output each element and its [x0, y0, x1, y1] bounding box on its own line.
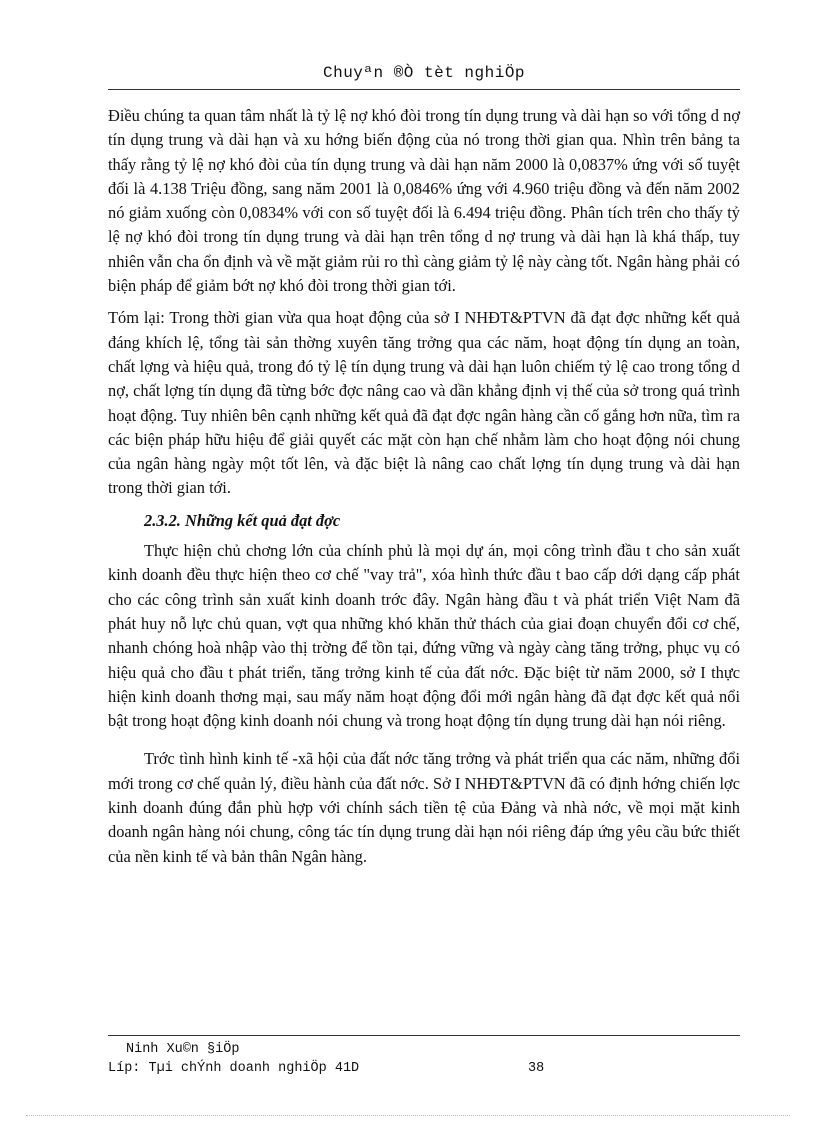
- section-heading: 2.3.2. Những kết quả đạt đợc: [144, 510, 341, 530]
- paragraph-orientation: Trớc tình hình kinh tế -xã hội của đất nớc tăng trởng và phát triển qua các năm, những đổi mới trong cơ chế quản lý, điều hành của đất nớc. Sở I NHĐT&PTVN đã có định hớng chiến lợc kinh doanh đúng đắn phù hợp với chính sách tiền tệ của Đảng và nhà nớc, về mọi mặt kinh doanh ngân hàng nói chung, công tác tín dụng trung dài hạn nói riêng đáp ứng yêu cầu bức thiết của nền kinh tế và bản thân Ngân hàng.: [108, 749, 740, 866]
- document-body: [108, 104, 740, 869]
- paragraph-summary: Tóm lại: Trong thời gian vừa qua hoạt động của sở I NHĐT&PTVN đã đạt đợc những kết quả đáng khích lệ, tổng tài sản thờng xuyên tăng trởng qua các năm, hoạt động tín dụng an toàn, chất lợng và hiệu quả, trong đó tỷ lệ tín dụng trung và dài hạn luôn chiếm tỷ lệ cao trong tổng d nợ, chất lợng tín dụng đã từng bớc đợc nâng cao và dần khẳng định vị thế của sở trong quá trình hoạt động. Tuy nhiên bên cạnh những kết quả đã đạt đợc ngân hàng cần cố gắng hơn nữa, tìm ra các biện pháp hữu hiệu để giải quyết các mặt còn hạn chế nhằm làm cho hoạt động nói chung của ngân hàng ngày một tốt lên, và đặc biệt là nâng cao chất lợng tín dụng trung và dài hạn trong thời gian tới.: [108, 308, 740, 498]
- page-header-title: Chuyªn ®Ò tèt nghiÖp: [322, 64, 526, 82]
- page-footer: [108, 1040, 740, 1078]
- header-divider: [108, 89, 740, 90]
- footer-divider: [108, 1035, 740, 1036]
- page-number: 38: [528, 1061, 545, 1076]
- paragraph-achievements: Thực hiện chủ chơng lớn của chính phủ là mọi dự án, mọi công trình đầu t cho sản xuất kinh doanh đều thực hiện theo cơ chế "vay trả", xóa hình thức đầu t bao cấp dới dạng cấp phát cho các công trình sản xuất kinh doanh trớc đây. Ngân hàng đầu t và phát triển Việt Nam đã phát huy nỗ lực chủ quan, vợt qua những khó khăn thử thách của giai đoạn chuyển đổi cơ chế, nhanh chóng hoà nhập vào thị trờng để tồn tại, đứng vững và ngày càng tăng trởng, phục vụ có hiệu quả cho đầu t phát triển, tăng trởng kinh tế của đất nớc. Đặc biệt từ năm 2000, sở I thực hiện kinh doanh thơng mại, sau mấy năm hoạt động đổi mới ngân hàng đã đạt đợc kết quả nổi bật trong hoạt động kinh doanh nói chung và trong hoạt động tín dụng trung dài hạn nói riêng.: [108, 541, 740, 731]
- footer-class: Líp: Tµi chÝnh doanh nghiÖp 41D: [108, 1061, 360, 1076]
- paragraph-bad-debt-analysis: Điều chúng ta quan tâm nhất là tỷ lệ nợ khó đòi trong tín dụng trung và dài hạn so với tổng d nợ tín dụng trung và dài hạn và xu hớng biến động của nó trong thời gian qua. Nhìn trên bảng ta thấy rằng tỷ lệ nợ khó đòi của tín dụng trung và dài hạn năm 2000 là 0,0837% ứng với số tuyệt đối là 4.138 Triệu đồng, sang năm 2001 là 0,0846% ứng với 4.960 triệu đồng và đến năm 2002 nó giảm xuống còn 0,0834% với con số tuyệt đối là 6.494 triệu đồng. Phân tích trên cho thấy tỷ lệ nợ khó đòi trong tín dụng trung và dài hạn trên tổng d nợ trung và dài hạn là khá thấp, tuy nhiên vẫn cha ổn định và về mặt giảm rủi ro thì càng giảm tỷ lệ này càng tốt. Ngân hàng phải có biện pháp để giảm bớt nợ khó đòi trong thời gian tới.: [108, 106, 740, 296]
- page-bottom-edge: [26, 1115, 790, 1116]
- footer-author: Ninh Xu©n §iÖp: [126, 1042, 240, 1057]
